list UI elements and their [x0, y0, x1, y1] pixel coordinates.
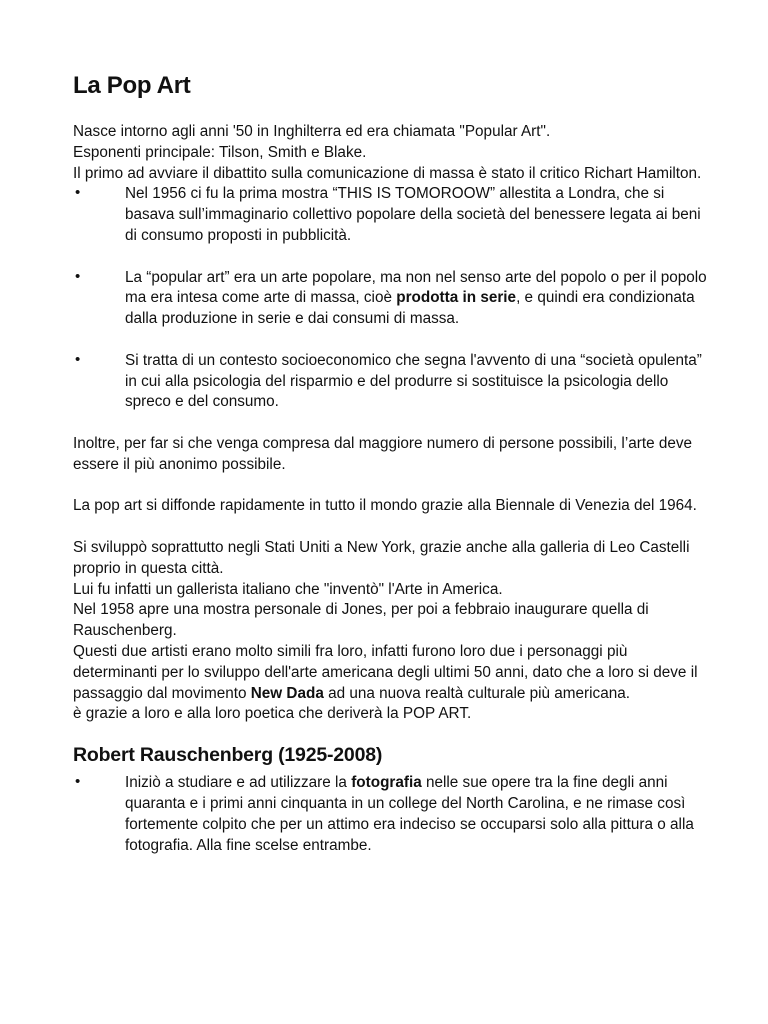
intro-line-1: Nasce intorno agli anni '50 in Inghilterra ed era chiamata "Popular Art".: [73, 123, 551, 140]
bullet-list: [73, 184, 713, 413]
bold-text: New Dada: [250, 684, 324, 702]
paragraph-usa-3: Nel 1958 apre una mostra personale di Jones, per poi a febbraio inaugurare quella di Rauschenberg.: [73, 601, 649, 640]
bullet-icon: •: [75, 184, 81, 202]
bullet-text: , e quindi era condizionata dalla produzione in serie e dai consumi di massa.: [125, 289, 695, 328]
bullet-icon: •: [75, 350, 81, 368]
intro-line-3: Il primo ad avviare il dibattito sulla comunicazione di massa è stato il critico Richart Hamilton.: [73, 164, 702, 182]
section-heading: Robert Rauschenberg (1925-2008): [73, 744, 383, 767]
list-item: [73, 351, 713, 413]
bullet-icon: •: [75, 773, 81, 791]
paragraph-usa-1: Si sviluppò soprattutto negli Stati Uniti a New York, grazie anche alla galleria di Leo Castelli proprio in questa città.: [73, 538, 690, 577]
bullet-text: nelle sue opere tra la fine degli anni quaranta e i primi anni cinquanta in un college del North Carolina, e ne rimase così fortemente colpito che per un attimo era indeciso se occuparsi solo alla pittura o alla fotografia. Alla fine scelse entrambe.: [125, 774, 694, 854]
paragraph-anonimo: Inoltre, per far si che venga compresa dal maggiore numero di persone possibili, l’arte deve essere il più anonimo possibile.: [73, 434, 693, 473]
paragraph-biennale: La pop art si diffonde rapidamente in tutto il mondo grazie alla Biennale di Venezia del 1964.: [73, 497, 697, 515]
paragraph-usa-5: è grazie a loro e alla loro poetica che deriverà la POP ART.: [73, 705, 472, 723]
text-span: Questi due artisti erano molto simili fra loro, infatti furono loro due i personaggi più determinanti per lo sviluppo dell'arte americana degli ultimi 50 anni, dato che a loro si deve il passaggio dal movimento: [73, 642, 698, 702]
bullet-text: Si tratta di un contesto socioeconomico che segna l'avvento di una “società opulenta” in cui alla psicologia del risparmio e del produrre si sostituisce la psicologia dello spreco e del consumo.: [125, 351, 702, 411]
bullet-text: Iniziò a studiare e ad utilizzare la: [125, 774, 352, 792]
paragraph-usa-2: Lui fu infatti un gallerista italiano che "inventò" l'Arte in America.: [73, 580, 503, 598]
list-item: [73, 184, 713, 246]
list-item: [73, 268, 713, 330]
page-title: La Pop Art: [73, 72, 191, 99]
bullet-text: La “popular art” era un arte popolare, ma non nel senso arte del popolo o per il popolo ma era intesa come arte di massa, cioè: [125, 268, 707, 307]
paragraph-usa-4: [73, 642, 713, 704]
bold-text: fotografia: [351, 774, 422, 792]
text-span: ad una nuova realtà culturale più americana.: [323, 684, 630, 702]
bullet-list-2: [73, 773, 713, 856]
intro-line-2: Esponenti principale: Tilson, Smith e Blake.: [73, 143, 367, 161]
bullet-icon: •: [75, 267, 81, 285]
document-page: [73, 72, 713, 856]
bold-text: prodotta in serie: [396, 289, 517, 307]
list-item: [73, 773, 713, 856]
bullet-text: Nel 1956 ci fu la prima mostra “THIS IS TOMOROOW” allestita a Londra, che si basava sull’immaginario collettivo popolare della società del benessere legata ai beni di consumo proposti in pubblicità.: [125, 185, 701, 244]
